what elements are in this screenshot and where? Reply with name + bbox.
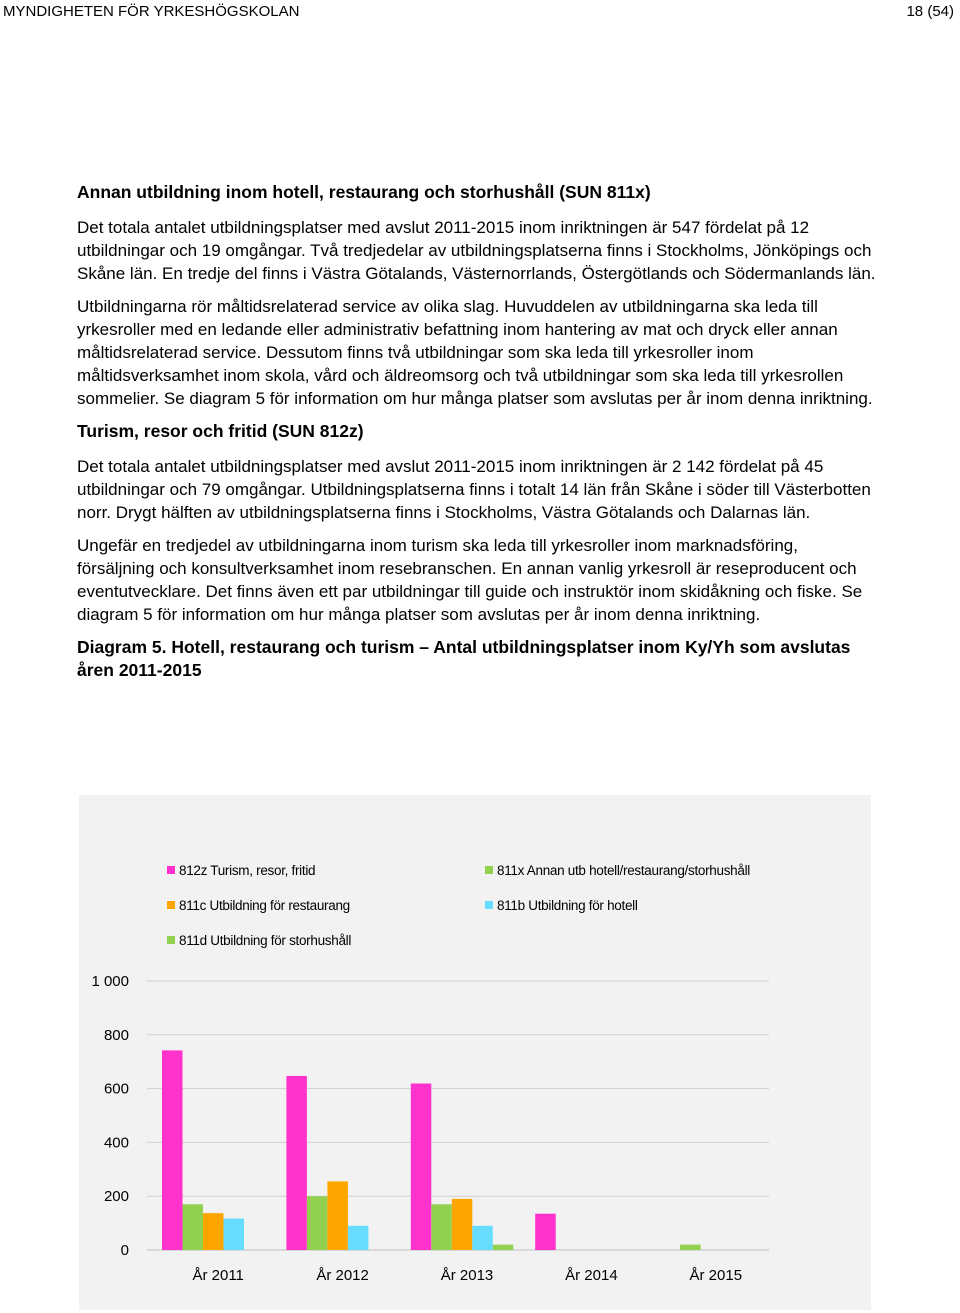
section-heading-811x: Annan utbildning inom hotell, restaurang och storhushåll (SUN 811x) (77, 182, 651, 202)
section-heading-812z: Turism, resor och fritid (SUN 812z) (77, 421, 364, 441)
x-tick-label: År 2012 (316, 1267, 369, 1284)
y-tick-label: 200 (103, 1188, 129, 1206)
x-tick-label: År 2014 (565, 1267, 618, 1284)
bar (286, 1076, 307, 1250)
y-tick-label: 800 (103, 1026, 129, 1044)
legend-swatch (167, 936, 175, 944)
page-number: 18 (54) (906, 3, 954, 20)
bar (535, 1214, 556, 1250)
document-body (77, 181, 877, 694)
x-axis (192, 1267, 742, 1284)
organization-name: MYNDIGHETEN FÖR YRKESHÖGSKOLAN (3, 3, 300, 20)
y-tick-label: 600 (103, 1080, 129, 1098)
y-axis (91, 973, 129, 1259)
bar (411, 1083, 432, 1250)
paragraph: Det totala antalet utbildningsplatser med avslut 2011-2015 inom inriktningen är 547 fördelat på 12 utbildningar och 19 omgångar. Två tredjedelar av utbildningsplatserna finns i Stockholms, Jönköpings och Skåne län. En tredje del finns i Västra Götalands, Västernorrlands, Östergötlands och Södermanlands län. (77, 218, 876, 283)
y-tick-label: 400 (103, 1134, 129, 1152)
legend-label: 811b Utbildning för hotell (497, 898, 638, 913)
paragraph: Det totala antalet utbildningsplatser med avslut 2011-2015 inom inriktningen är 2 142 fördelat på 45 utbildningar och 79 omgångar. Utbildningsplatserna finns i totalt 14 län från Skåne i söder till Västerbotten norr. Drygt hälften av utbildningsplatserna finns i Stockholms, Västra Götalands och Dalarnas län. (77, 457, 871, 522)
legend-swatch (167, 866, 175, 874)
legend-swatch (167, 901, 175, 909)
paragraph: Utbildningarna rör måltidsrelaterad service av olika slag. Huvuddelen av utbildningarna ska leda till yrkesroller med en ledande eller administrativ befattning inom hantering av mat och dryck eller annan måltidsrelaterad service. Dessutom finns två utbildningar som ska leda till yrkesroller inom måltidsverksamhet inom skola, vård och äldreomsorg och två utbildningar som ska leda till yrkesrollen sommelier. Se diagram 5 för information om hur många platser som avslutas per år inom denna inriktning. (77, 297, 873, 408)
bar (431, 1204, 452, 1250)
y-tick-label: 1 000 (91, 973, 129, 990)
bar (493, 1245, 514, 1250)
x-tick-label: År 2015 (689, 1267, 743, 1284)
bars (162, 1050, 701, 1250)
diagram-caption: Diagram 5. Hotell, restaurang och turism – Antal utbildningsplatser inom Ky/Yh som avslutas åren 2011-2015 (77, 637, 851, 680)
chart-legend (167, 863, 750, 948)
legend-label: 811d Utbildning för storhushåll (179, 933, 352, 948)
legend-swatch (485, 901, 493, 909)
y-tick-label: 0 (120, 1242, 129, 1259)
bar (452, 1199, 473, 1250)
bar (680, 1245, 701, 1250)
legend-label: 812z Turism, resor, fritid (179, 863, 316, 878)
page-header (0, 3, 960, 23)
x-tick-label: År 2013 (440, 1267, 494, 1284)
x-tick-label: År 2011 (192, 1267, 244, 1284)
paragraph: Ungefär en tredjedel av utbildningarna inom turism ska leda till yrkesroller inom marknadsföring, försäljning och konsultverksamhet inom resebranschen. En annan vanlig yrkesroll är reseproducent och eventutvecklare. Det finns även ett par utbildningar till guide och instruktör inom skidåkning och fiske. Se diagram 5 för information om hur många platser som avslutas per år inom denna inriktning. (77, 536, 863, 624)
bar (327, 1181, 348, 1250)
bar (162, 1050, 183, 1250)
chart-svg (79, 795, 871, 1310)
bar (307, 1196, 328, 1250)
legend-label: 811c Utbildning för restaurang (179, 898, 350, 913)
bar (203, 1213, 224, 1250)
bar (224, 1219, 245, 1250)
bar (183, 1204, 204, 1250)
legend-swatch (485, 866, 493, 874)
bar (348, 1226, 369, 1250)
legend-label: 811x Annan utb hotell/restaurang/storhushåll (497, 863, 750, 878)
bar-chart (79, 795, 871, 1310)
bar (472, 1226, 493, 1250)
